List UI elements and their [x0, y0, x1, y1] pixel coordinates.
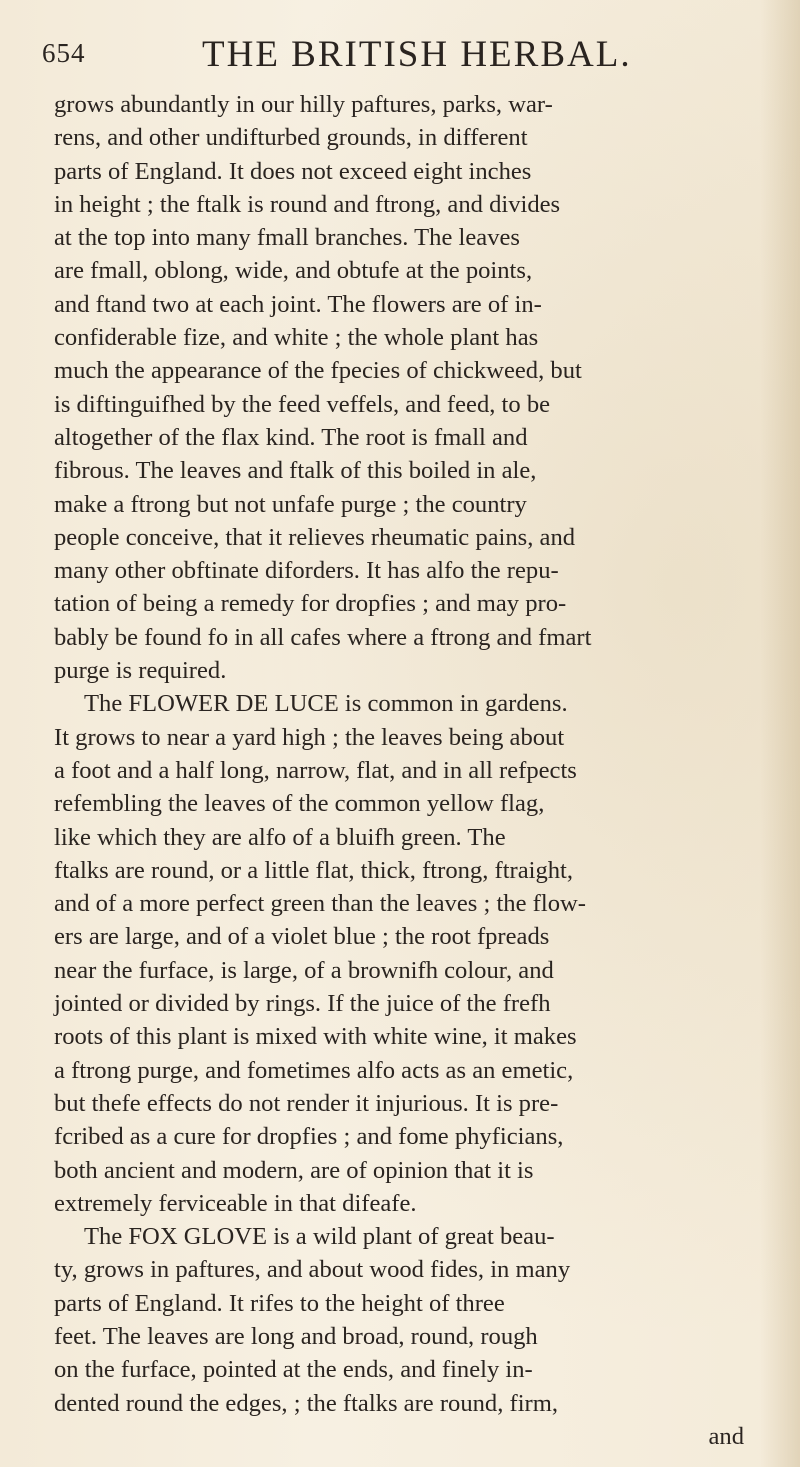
text-line: ers are large, and of a violet blue ; the root fpreads [54, 923, 550, 951]
text-line: It grows to near a yard high ; the leaves being about [54, 723, 565, 751]
text-line: are fmall, oblong, wide, and obtufe at the points, [54, 257, 533, 285]
text-line: make a ftrong but not unfafe purge ; the country [54, 490, 527, 518]
page-header [42, 30, 762, 80]
paragraph-start-flower-de-luce: The FLOWER DE LUCE is common in gardens. [84, 690, 568, 718]
paragraph-start-fox-glove: The FOX GLOVE is a wild plant of great beau- [84, 1223, 555, 1251]
text-line: like which they are alfo of a bluifh green. The [54, 823, 506, 851]
text-line: parts of England. It does not exceed eight inches [54, 157, 532, 185]
text-line: jointed or divided by rings. If the juice of the frefh [54, 990, 551, 1018]
body-text [54, 88, 774, 1453]
text-line: fcribed as a cure for dropfies ; and fome phyficians, [54, 1123, 564, 1151]
text-line: feet. The leaves are long and broad, round, rough [54, 1322, 538, 1350]
text-line: dented round the edges, ; the ftalks are round, firm, [54, 1389, 559, 1417]
catchword: and [708, 1422, 744, 1450]
text-line: near the furface, is large, of a brownifh colour, and [54, 956, 554, 984]
text-line: and of a more perfect green than the leaves ; the flow- [54, 890, 586, 918]
text-line: is diftinguifhed by the feed veffels, and feed, to be [54, 390, 551, 418]
text-line: at the top into many fmall branches. The leaves [54, 224, 520, 252]
page-number: 654 [42, 38, 86, 68]
text-line: extremely ferviceable in that difeafe. [54, 1189, 417, 1217]
text-line: grows abundantly in our hilly paftures, parks, war- [54, 91, 553, 118]
text-line: ty, grows in paftures, and about wood fides, in many [54, 1256, 571, 1284]
text-line: parts of England. It rifes to the height of three [54, 1289, 505, 1317]
text-line: a foot and a half long, narrow, flat, and in all refpects [54, 756, 577, 784]
text-line: rens, and other undifturbed grounds, in different [54, 124, 528, 152]
text-line: refembling the leaves of the common yellow flag, [54, 790, 545, 818]
text-line: ftalks are round, or a little flat, thick, ftrong, ftraight, [54, 856, 574, 884]
text-line: bably be found fo in all cafes where a ftrong and fmart [54, 623, 592, 651]
text-line: roots of this plant is mixed with white wine, it makes [54, 1023, 577, 1051]
text-line: fibrous. The leaves and ftalk of this boiled in ale, [54, 457, 537, 485]
text-line: confiderable fize, and white ; the whole plant has [54, 324, 539, 352]
text-line: in height ; the ftalk is round and ftrong, and divides [54, 190, 561, 218]
text-line: many other obftinate diforders. It has alfo the repu- [54, 557, 559, 585]
text-line: tation of being a remedy for dropfies ; and may pro- [54, 590, 567, 618]
text-line: much the appearance of the fpecies of chickweed, but [54, 357, 582, 385]
text-line: people conceive, that it relieves rheumatic pains, and [54, 523, 576, 551]
running-head: THE BRITISH HERBAL. [202, 34, 632, 75]
text-line: both ancient and modern, are of opinion that it is [54, 1156, 534, 1184]
text-line: on the furface, pointed at the ends, and finely in- [54, 1356, 533, 1384]
text-line: purge is required. [54, 657, 227, 685]
text-line: and ftand two at each joint. The flowers are of in- [54, 290, 542, 318]
text-line: altogether of the flax kind. The root is fmall and [54, 423, 528, 451]
text-line: but thefe effects do not render it injurious. It is pre- [54, 1089, 559, 1117]
text-line: a ftrong purge, and fometimes alfo acts as an emetic, [54, 1056, 574, 1084]
